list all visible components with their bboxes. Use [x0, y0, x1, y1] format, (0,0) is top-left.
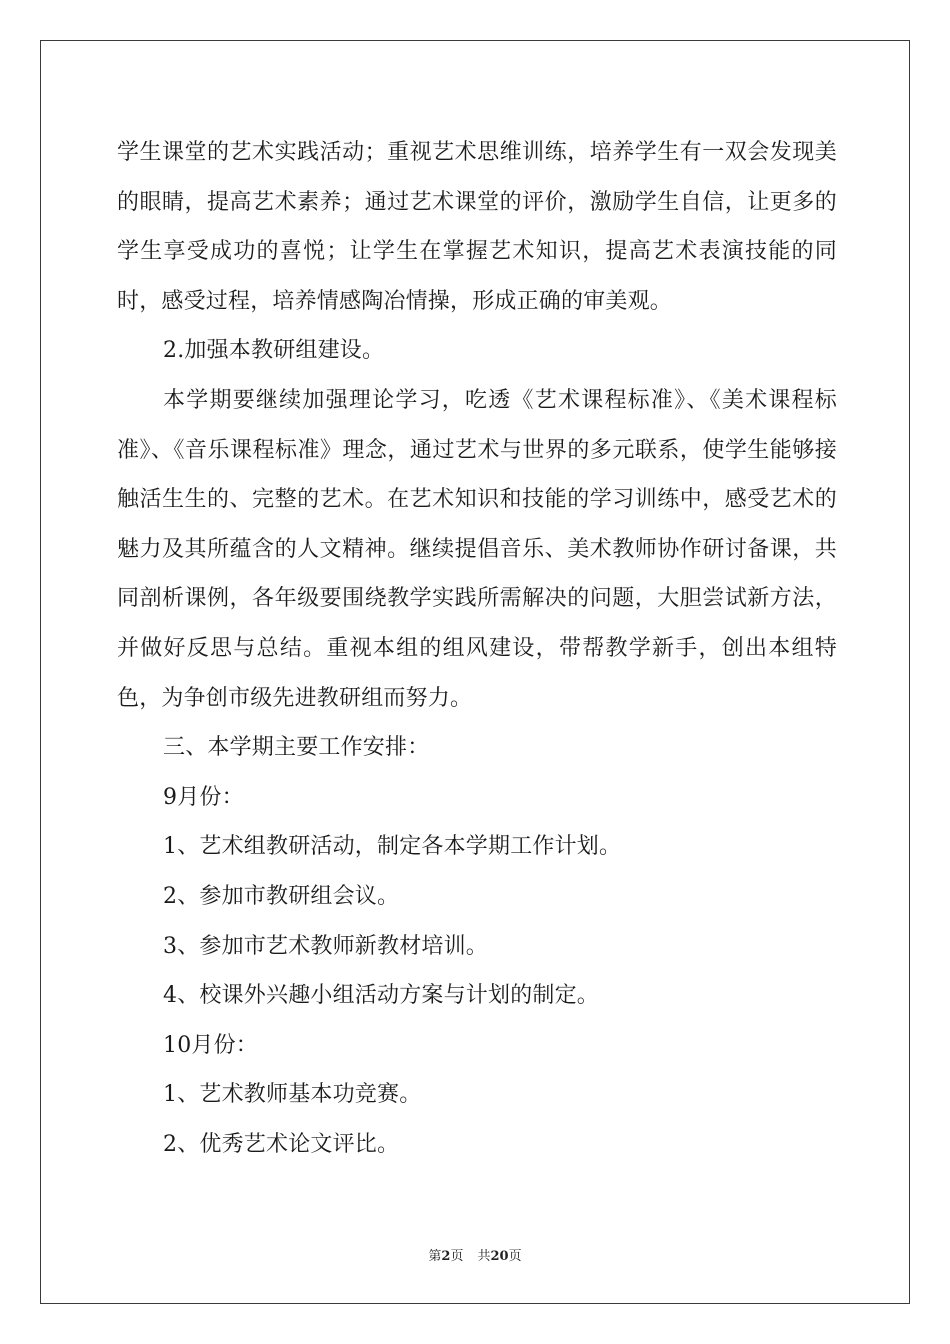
list-item: 1、艺术教师基本功竞赛。 — [163, 1082, 422, 1108]
page-prefix: 第 — [428, 1249, 442, 1264]
document-body — [117, 128, 837, 1169]
list-item: 2、参加市教研组会议。 — [163, 883, 400, 909]
list-item: 1、艺术组教研活动，制定各本学期工作计划。 — [163, 834, 622, 860]
list-item: 3、参加市艺术教师新教材培训。 — [163, 933, 488, 959]
page-number: 2 — [441, 1249, 451, 1264]
total-prefix: 共 — [477, 1249, 491, 1264]
page-footer — [0, 1245, 950, 1264]
page-suffix: 页 — [450, 1249, 464, 1264]
list-item: 4、校课外兴趣小组活动方案与计划的制定。 — [163, 983, 599, 1009]
section-heading: 2.加强本教研组建设。 — [163, 338, 385, 364]
paragraph: 学生课堂的艺术实践活动；重视艺术思维训练，培养学生有一双会发现美的眼睛，提高艺术素养；通过艺术课堂的评价，激励学生自信，让更多的学生享受成功的喜悦；让学生在掌握艺术知识，提高艺术表演技能的同时，感受过程，培养情感陶冶情操，形成正确的审美观。 — [117, 140, 837, 314]
section-heading: 三、本学期主要工作安排： — [163, 735, 430, 761]
total-suffix: 页 — [508, 1249, 522, 1264]
month-heading: 9月份： — [163, 784, 244, 810]
month-heading: 10月份： — [163, 1032, 258, 1058]
list-item: 2、优秀艺术论文评比。 — [163, 1131, 400, 1157]
paragraph: 本学期要继续加强理论学习，吃透《艺术课程标准》、《美术课程标准》、《音乐课程标准》理念，通过艺术与世界的多元联系，使学生能够接触活生生的、完整的艺术。在艺术知识和技能的学习训练中，感受艺术的魅力及其所蕴含的人文精神。继续提倡音乐、美术教师协作研讨备课，共同剖析课例，各年级要围绕教学实践所需解决的问题，大胆尝试新方法，并做好反思与总结。重视本组的组风建设，带帮教学新手，创出本组特色，为争创市级先进教研组而努力。 — [117, 387, 837, 711]
total-pages: 20 — [490, 1249, 509, 1264]
